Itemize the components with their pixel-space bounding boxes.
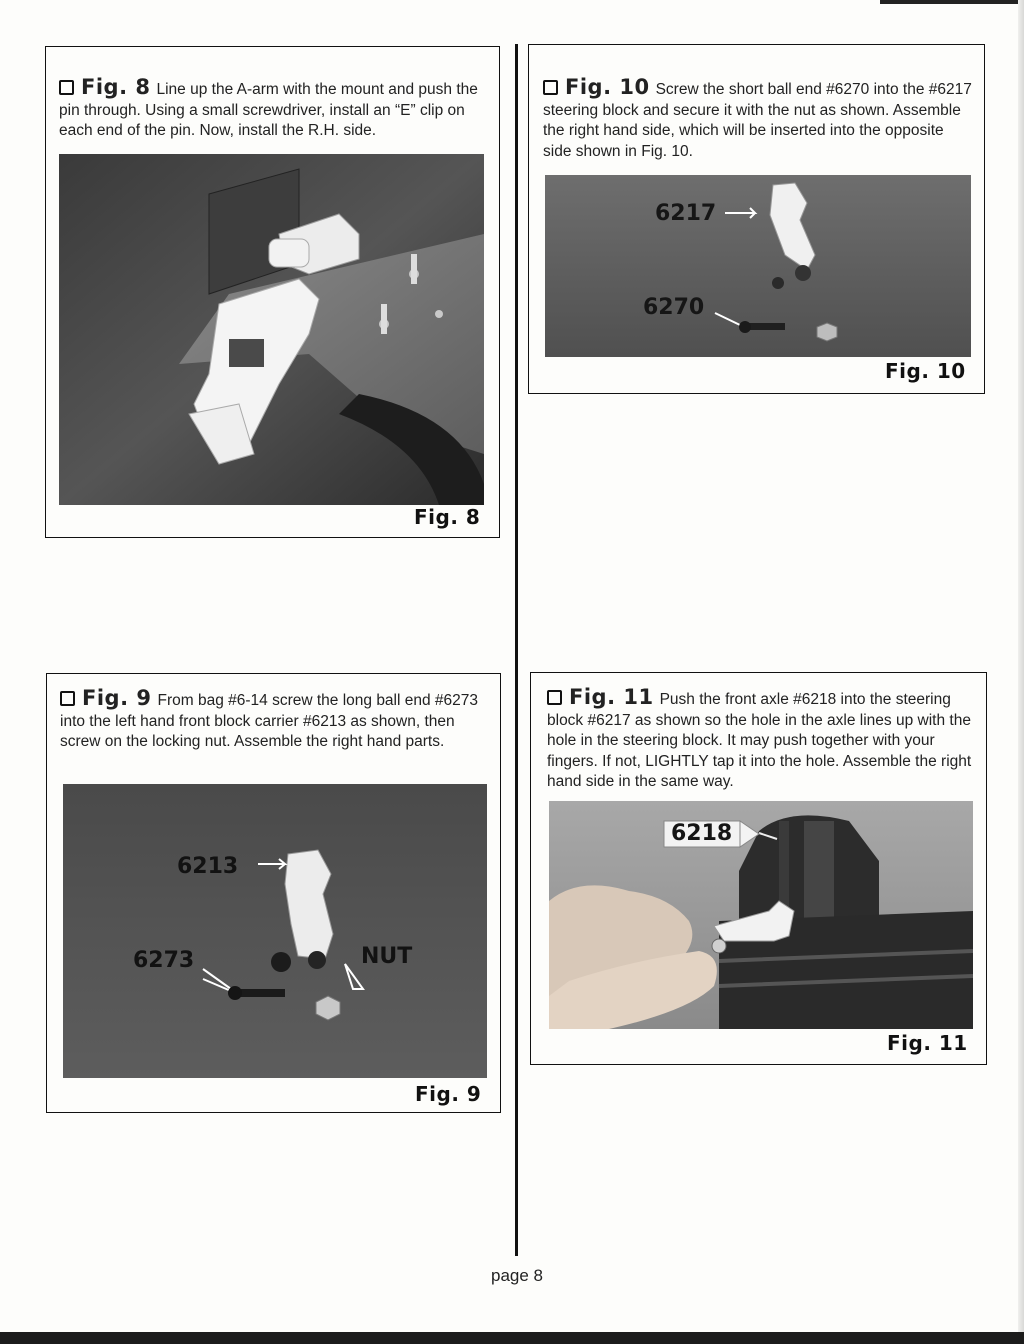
- page-number: page 8: [491, 1266, 543, 1285]
- fig9-label-6273: 6273: [133, 948, 195, 973]
- fig9-text: From bag #6-14 screw the long ball end #6273 into the left hand front block carrier #6213 as shown, then screw on the locking nut. Assemble the right hand parts.: [60, 692, 479, 750]
- fig10-checkbox[interactable]: [543, 80, 558, 95]
- fig11-heading: Fig. 11: [569, 685, 654, 709]
- scan-edge-bottom: [0, 1332, 1024, 1344]
- scan-edge-top: [880, 0, 1024, 4]
- fig9-photo: [63, 784, 487, 1078]
- fig9-box: [46, 673, 501, 1113]
- fig8-photo: [59, 154, 484, 505]
- fig8-caption: Fig. 8: [414, 505, 481, 529]
- fig9-checkbox[interactable]: [60, 691, 75, 706]
- fig10-heading: Fig. 10: [565, 75, 650, 99]
- fig9-caption: Fig. 9: [415, 1082, 482, 1106]
- fig10-label-6217: 6217: [655, 201, 717, 226]
- fig9-instructions: [60, 688, 490, 753]
- fig11-caption: Fig. 11: [887, 1031, 968, 1055]
- fig10-box: [528, 44, 985, 394]
- fig10-photo: [545, 175, 971, 357]
- fig9-label-6213: 6213: [177, 854, 239, 879]
- fig10-caption: Fig. 10: [885, 359, 966, 383]
- fig9-label-nut: NUT: [361, 944, 413, 969]
- fig11-label-6218: 6218: [671, 821, 733, 846]
- fig9-heading: Fig. 9: [82, 686, 152, 710]
- fig10-label-6270: 6270: [643, 295, 705, 320]
- fig11-photo: [549, 801, 973, 1029]
- fig11-instructions: [547, 687, 977, 793]
- scan-shade-right: [1018, 0, 1024, 1344]
- fig11-checkbox[interactable]: [547, 690, 562, 705]
- fig8-text: Line up the A-arm with the mount and push the pin through. Using a small screwdriver, install an “E” clip on each end of the pin. Now, install the R.H. side.: [59, 81, 478, 139]
- fig8-instructions: [59, 77, 489, 142]
- column-divider: [515, 44, 518, 1256]
- fig10-text: Screw the short ball end #6270 into the #6217 steering block and secure it with the nut as shown. Assemble the right hand side, which will be inserted into the opposite side shown in Fig. 10.: [543, 81, 972, 160]
- fig11-text: Push the front axle #6218 into the steering block #6217 as shown so the hole in the axle lines up with the hole in the steering block. It may push together with your fingers. If not, LIGHTLY tap it into the hole. Assemble the right hand side in the same way.: [547, 691, 972, 790]
- fig11-box: [530, 672, 987, 1065]
- fig8-heading: Fig. 8: [81, 75, 151, 99]
- fig8-box: [45, 46, 500, 538]
- fig10-instructions: [543, 77, 973, 162]
- fig8-checkbox[interactable]: [59, 80, 74, 95]
